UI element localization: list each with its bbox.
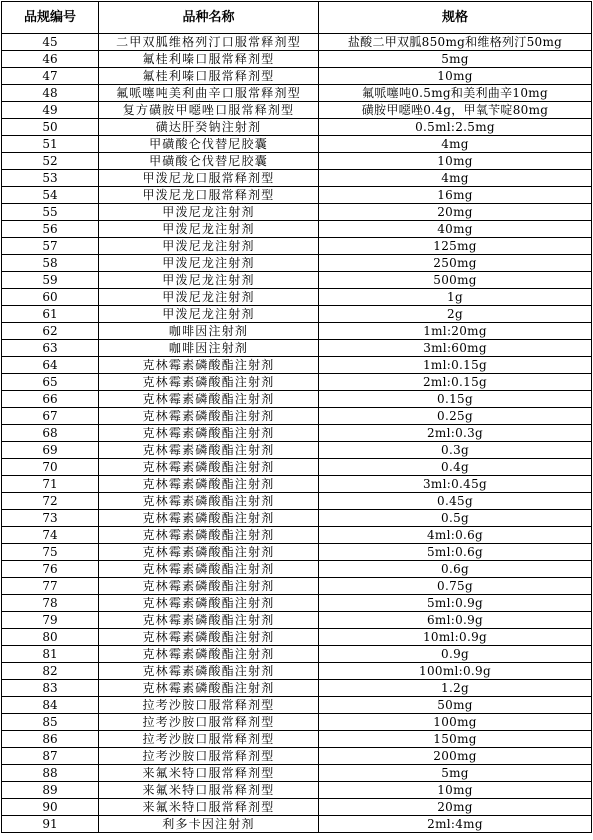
cell-id: 46: [2, 51, 99, 68]
cell-id: 83: [2, 680, 99, 697]
table-row: [2, 510, 592, 527]
table-row: [2, 578, 592, 595]
cell-id: 78: [2, 595, 99, 612]
cell-spec: 2ml:4mg: [319, 816, 592, 833]
table-row: [2, 408, 592, 425]
cell-id: 66: [2, 391, 99, 408]
table-row: [2, 323, 592, 340]
cell-spec: 200mg: [319, 748, 592, 765]
cell-spec: 5ml:0.6g: [319, 544, 592, 561]
table-row: [2, 476, 592, 493]
table-row: [2, 425, 592, 442]
cell-spec: 3ml:60mg: [319, 340, 592, 357]
cell-id: 62: [2, 323, 99, 340]
table-row: [2, 680, 592, 697]
cell-id: 53: [2, 170, 99, 187]
cell-name: 甲泼尼龙口服常释剂型: [99, 170, 319, 187]
cell-id: 75: [2, 544, 99, 561]
cell-id: 80: [2, 629, 99, 646]
cell-name: 克林霉素磷酸酯注射剂: [99, 595, 319, 612]
table-row: [2, 306, 592, 323]
cell-spec: 1g: [319, 289, 592, 306]
table-row: [2, 731, 592, 748]
cell-id: 70: [2, 459, 99, 476]
cell-name: 复方磺胺甲噁唑口服常释剂型: [99, 102, 319, 119]
table-row: [2, 459, 592, 476]
cell-id: 68: [2, 425, 99, 442]
cell-name: 克林霉素磷酸酯注射剂: [99, 578, 319, 595]
table-row: [2, 136, 592, 153]
cell-id: 90: [2, 799, 99, 816]
cell-id: 63: [2, 340, 99, 357]
table-row: [2, 391, 592, 408]
cell-id: 65: [2, 374, 99, 391]
table-row: [2, 765, 592, 782]
cell-name: 拉考沙胺口服常释剂型: [99, 748, 319, 765]
cell-spec: 1.2g: [319, 680, 592, 697]
table-row: [2, 374, 592, 391]
cell-spec: 0.3g: [319, 442, 592, 459]
table-row: [2, 544, 592, 561]
cell-spec: 5mg: [319, 765, 592, 782]
table-row: [2, 697, 592, 714]
cell-name: 克林霉素磷酸酯注射剂: [99, 493, 319, 510]
cell-name: 磺达肝癸钠注射剂: [99, 119, 319, 136]
cell-name: 甲泼尼龙注射剂: [99, 255, 319, 272]
cell-spec: 10mg: [319, 153, 592, 170]
cell-id: 89: [2, 782, 99, 799]
table-row: [2, 663, 592, 680]
cell-spec: 0.6g: [319, 561, 592, 578]
cell-name: 甲磺酸仑伐替尼胶囊: [99, 153, 319, 170]
cell-name: 克林霉素磷酸酯注射剂: [99, 459, 319, 476]
cell-spec: 盐酸二甲双胍850mg和维格列汀50mg: [319, 34, 592, 51]
cell-spec: 氟哌噻吨0.5mg和美利曲辛10mg: [319, 85, 592, 102]
cell-id: 50: [2, 119, 99, 136]
cell-name: 克林霉素磷酸酯注射剂: [99, 663, 319, 680]
table-row: [2, 816, 592, 833]
cell-name: 甲泼尼龙注射剂: [99, 272, 319, 289]
cell-name: 克林霉素磷酸酯注射剂: [99, 425, 319, 442]
cell-spec: 10mg: [319, 68, 592, 85]
cell-spec: 1ml:20mg: [319, 323, 592, 340]
cell-name: 克林霉素磷酸酯注射剂: [99, 612, 319, 629]
cell-spec: 4mg: [319, 170, 592, 187]
cell-spec: 10mg: [319, 782, 592, 799]
cell-id: 72: [2, 493, 99, 510]
cell-name: 氟桂利嗪口服常释剂型: [99, 68, 319, 85]
cell-name: 克林霉素磷酸酯注射剂: [99, 374, 319, 391]
cell-id: 84: [2, 697, 99, 714]
cell-name: 克林霉素磷酸酯注射剂: [99, 408, 319, 425]
cell-name: 拉考沙胺口服常释剂型: [99, 697, 319, 714]
cell-name: 来氟米特口服常释剂型: [99, 799, 319, 816]
table-row: [2, 85, 592, 102]
cell-name: 克林霉素磷酸酯注射剂: [99, 629, 319, 646]
table-row: [2, 187, 592, 204]
cell-name: 克林霉素磷酸酯注射剂: [99, 561, 319, 578]
cell-spec: 5mg: [319, 51, 592, 68]
table-row: [2, 629, 592, 646]
cell-name: 甲泼尼龙注射剂: [99, 306, 319, 323]
cell-spec: 100mg: [319, 714, 592, 731]
cell-id: 86: [2, 731, 99, 748]
cell-spec: 20mg: [319, 799, 592, 816]
cell-name: 克林霉素磷酸酯注射剂: [99, 357, 319, 374]
cell-id: 88: [2, 765, 99, 782]
cell-name: 拉考沙胺口服常释剂型: [99, 731, 319, 748]
cell-name: 甲磺酸仑伐替尼胶囊: [99, 136, 319, 153]
cell-spec: 0.5ml:2.5mg: [319, 119, 592, 136]
cell-id: 69: [2, 442, 99, 459]
cell-id: 76: [2, 561, 99, 578]
cell-spec: 磺胺甲噁唑0.4g，甲氧苄啶80mg: [319, 102, 592, 119]
table-row: [2, 493, 592, 510]
cell-spec: 2ml:0.15g: [319, 374, 592, 391]
cell-name: 来氟米特口服常释剂型: [99, 765, 319, 782]
cell-name: 克林霉素磷酸酯注射剂: [99, 527, 319, 544]
cell-id: 51: [2, 136, 99, 153]
cell-spec: 40mg: [319, 221, 592, 238]
cell-name: 甲泼尼龙注射剂: [99, 204, 319, 221]
cell-spec: 4ml:0.6g: [319, 527, 592, 544]
table-row: [2, 34, 592, 51]
cell-name: 甲泼尼龙注射剂: [99, 289, 319, 306]
cell-spec: 0.15g: [319, 391, 592, 408]
table-row: [2, 782, 592, 799]
cell-spec: 10ml:0.9g: [319, 629, 592, 646]
cell-id: 71: [2, 476, 99, 493]
table-row: [2, 221, 592, 238]
table-row: [2, 799, 592, 816]
cell-name: 克林霉素磷酸酯注射剂: [99, 680, 319, 697]
cell-name: 来氟米特口服常释剂型: [99, 782, 319, 799]
table-header: [2, 2, 592, 34]
table-row: [2, 561, 592, 578]
cell-spec: 500mg: [319, 272, 592, 289]
cell-spec: 3ml:0.45g: [319, 476, 592, 493]
cell-id: 79: [2, 612, 99, 629]
cell-spec: 125mg: [319, 238, 592, 255]
cell-id: 55: [2, 204, 99, 221]
cell-name: 利多卡因注射剂: [99, 816, 319, 833]
cell-id: 67: [2, 408, 99, 425]
cell-name: 克林霉素磷酸酯注射剂: [99, 646, 319, 663]
table-row: [2, 102, 592, 119]
table-row: [2, 289, 592, 306]
cell-spec: 1ml:0.15g: [319, 357, 592, 374]
cell-name: 拉考沙胺口服常释剂型: [99, 714, 319, 731]
header-id: 品规编号: [2, 2, 99, 34]
header-spec: 规格: [319, 2, 592, 34]
cell-name: 克林霉素磷酸酯注射剂: [99, 510, 319, 527]
cell-spec: 4mg: [319, 136, 592, 153]
cell-id: 56: [2, 221, 99, 238]
cell-id: 49: [2, 102, 99, 119]
cell-id: 57: [2, 238, 99, 255]
cell-id: 48: [2, 85, 99, 102]
cell-id: 85: [2, 714, 99, 731]
drug-spec-table: [1, 1, 592, 833]
cell-id: 91: [2, 816, 99, 833]
table-body: [2, 34, 592, 833]
table-row: [2, 119, 592, 136]
cell-spec: 2ml:0.3g: [319, 425, 592, 442]
cell-spec: 0.75g: [319, 578, 592, 595]
table-row: [2, 714, 592, 731]
table-row: [2, 51, 592, 68]
table-row: [2, 153, 592, 170]
cell-spec: 5ml:0.9g: [319, 595, 592, 612]
cell-id: 74: [2, 527, 99, 544]
table-row: [2, 595, 592, 612]
cell-id: 61: [2, 306, 99, 323]
cell-id: 59: [2, 272, 99, 289]
cell-name: 甲泼尼龙口服常释剂型: [99, 187, 319, 204]
cell-spec: 2g: [319, 306, 592, 323]
cell-spec: 16mg: [319, 187, 592, 204]
table-row: [2, 357, 592, 374]
cell-name: 克林霉素磷酸酯注射剂: [99, 544, 319, 561]
cell-id: 81: [2, 646, 99, 663]
table-row: [2, 238, 592, 255]
table-row: [2, 340, 592, 357]
cell-id: 58: [2, 255, 99, 272]
table-row: [2, 272, 592, 289]
table-row: [2, 646, 592, 663]
table-row: [2, 612, 592, 629]
cell-spec: 0.5g: [319, 510, 592, 527]
cell-id: 82: [2, 663, 99, 680]
cell-id: 60: [2, 289, 99, 306]
cell-name: 克林霉素磷酸酯注射剂: [99, 391, 319, 408]
cell-spec: 50mg: [319, 697, 592, 714]
cell-name: 氟桂利嗪口服常释剂型: [99, 51, 319, 68]
cell-id: 77: [2, 578, 99, 595]
table-row: [2, 68, 592, 85]
cell-id: 64: [2, 357, 99, 374]
cell-name: 甲泼尼龙注射剂: [99, 238, 319, 255]
cell-spec: 0.45g: [319, 493, 592, 510]
table-row: [2, 527, 592, 544]
table-row: [2, 170, 592, 187]
cell-name: 克林霉素磷酸酯注射剂: [99, 442, 319, 459]
cell-spec: 20mg: [319, 204, 592, 221]
cell-spec: 0.9g: [319, 646, 592, 663]
header-row: [2, 2, 592, 34]
cell-spec: 0.4g: [319, 459, 592, 476]
table-row: [2, 204, 592, 221]
cell-spec: 150mg: [319, 731, 592, 748]
cell-spec: 250mg: [319, 255, 592, 272]
cell-id: 87: [2, 748, 99, 765]
cell-id: 45: [2, 34, 99, 51]
cell-name: 甲泼尼龙注射剂: [99, 221, 319, 238]
cell-id: 52: [2, 153, 99, 170]
table-row: [2, 442, 592, 459]
cell-spec: 0.25g: [319, 408, 592, 425]
cell-id: 47: [2, 68, 99, 85]
table-row: [2, 255, 592, 272]
cell-name: 咖啡因注射剂: [99, 323, 319, 340]
cell-spec: 6ml:0.9g: [319, 612, 592, 629]
cell-id: 73: [2, 510, 99, 527]
table-row: [2, 748, 592, 765]
cell-name: 克林霉素磷酸酯注射剂: [99, 476, 319, 493]
cell-id: 54: [2, 187, 99, 204]
header-name: 品种名称: [99, 2, 319, 34]
cell-name: 咖啡因注射剂: [99, 340, 319, 357]
cell-spec: 100ml:0.9g: [319, 663, 592, 680]
cell-name: 氟哌噻吨美利曲辛口服常释剂型: [99, 85, 319, 102]
cell-name: 二甲双胍维格列汀口服常释剂型: [99, 34, 319, 51]
